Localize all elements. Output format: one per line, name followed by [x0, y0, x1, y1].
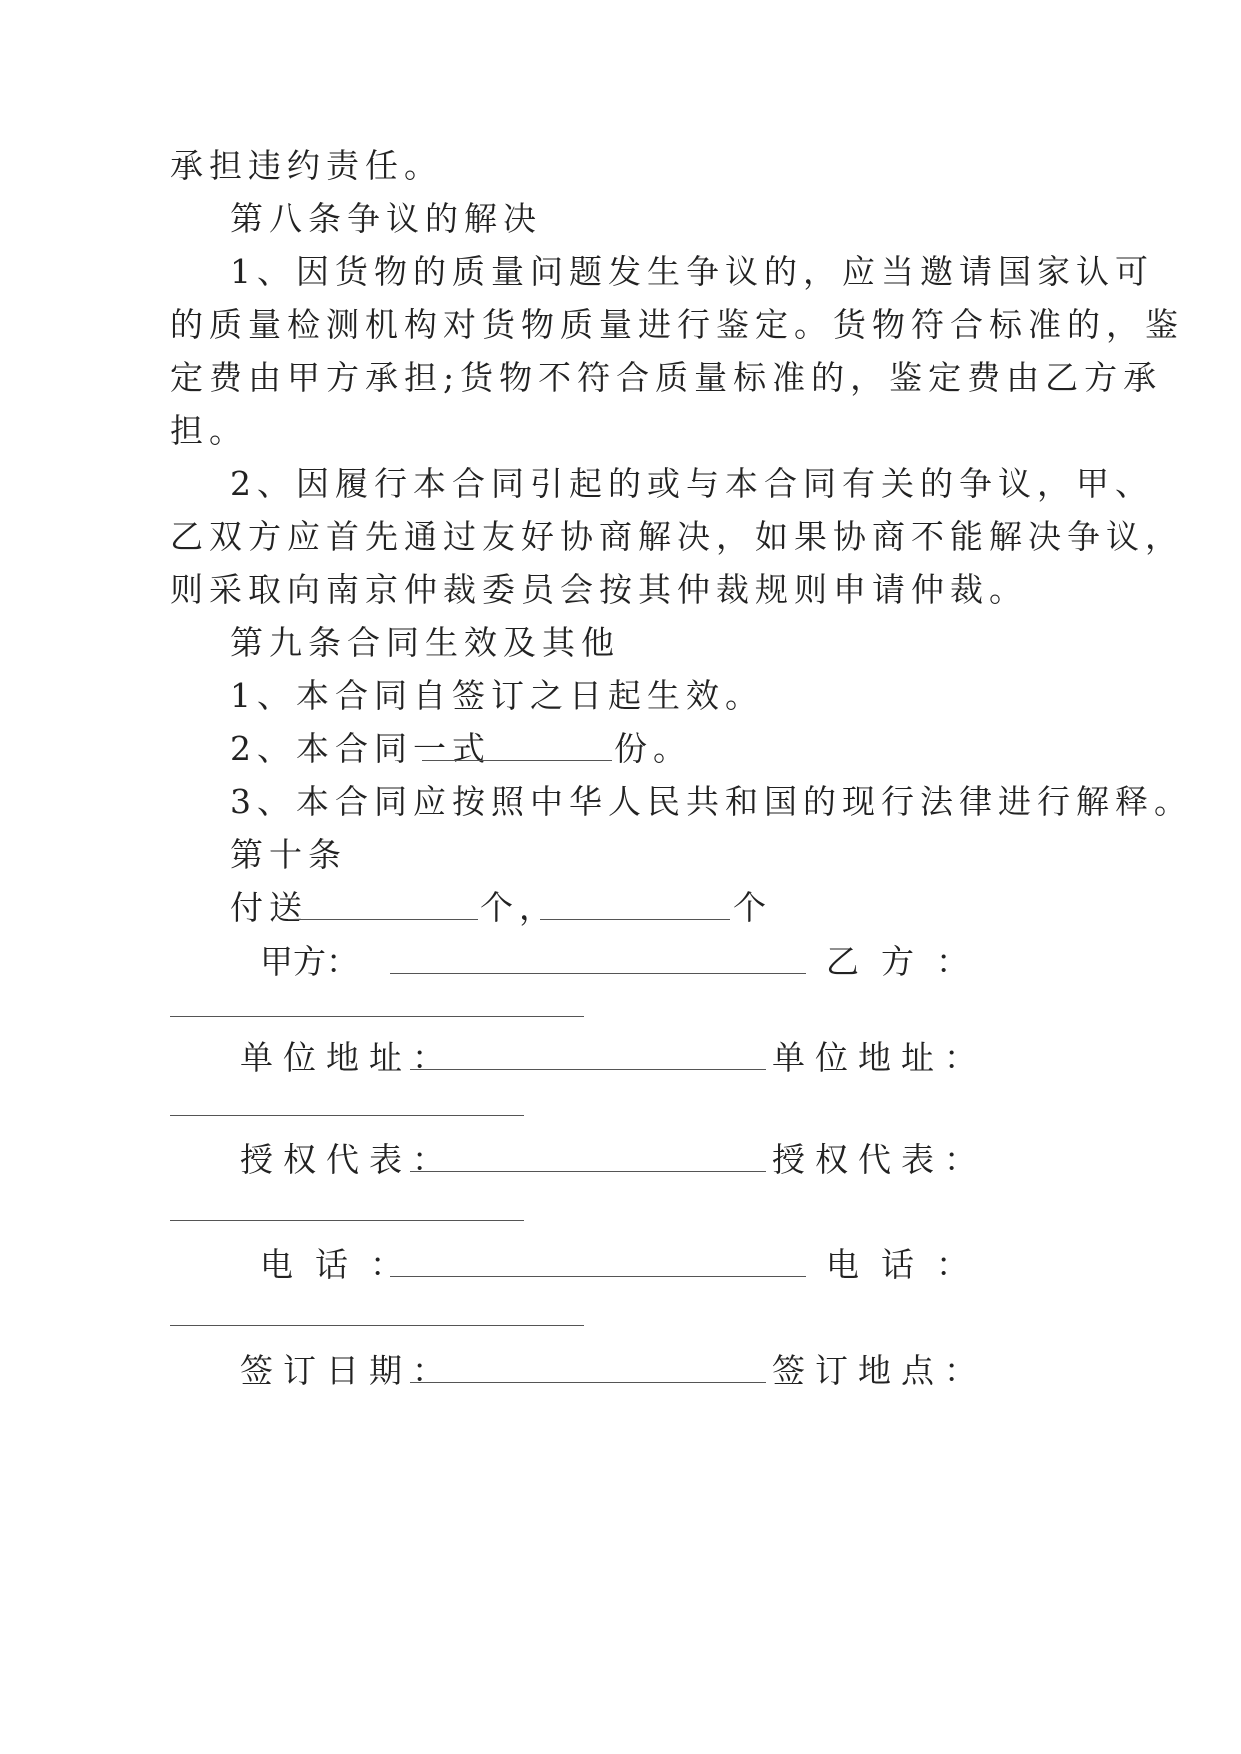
paragraph-line: 的质量检测机构对货物质量进行鉴定。货物符合标准的，鉴	[170, 305, 1184, 344]
section-heading: 第十条	[230, 835, 347, 874]
address-a-label: 单位地址：	[240, 1038, 455, 1077]
section-heading: 第八条争议的解决	[230, 199, 542, 238]
address-b-blank[interactable]	[170, 1115, 524, 1116]
attach-blank-2[interactable]	[540, 919, 730, 920]
paragraph-line: 担。	[170, 411, 248, 450]
copies-prefix: 2、本合同一式	[230, 729, 491, 768]
paragraph-line: 乙双方应首先通过友好协商解决，如果协商不能解决争议，	[170, 517, 1184, 556]
phone-b-label: 电话：	[826, 1245, 991, 1284]
date-label: 签订日期：	[240, 1351, 455, 1390]
phone-b-blank[interactable]	[170, 1325, 584, 1326]
phone-a-label: 电话：	[260, 1245, 425, 1284]
party-a-blank[interactable]	[390, 973, 806, 974]
paragraph-line: 1、本合同自签订之日起生效。	[230, 676, 764, 715]
party-a-label	[260, 942, 363, 982]
attach-end: 个	[733, 888, 772, 927]
paragraph-line: 定费由甲方承担;货物不符合质量标准的，鉴定费由乙方承	[170, 358, 1163, 397]
party-b-blank[interactable]	[170, 1016, 584, 1017]
rep-b-label: 授权代表：	[772, 1140, 987, 1179]
rep-a-label: 授权代表：	[240, 1140, 455, 1179]
copies-blank[interactable]	[422, 760, 612, 761]
address-b-label: 单位地址：	[772, 1038, 987, 1077]
attach-mid: 个，	[480, 888, 558, 927]
phone-a-blank[interactable]	[390, 1276, 806, 1277]
copies-suffix: 份。	[614, 729, 692, 768]
party-b-label: 乙方：	[826, 942, 991, 981]
party-a-text: 甲方：	[260, 942, 359, 981]
paragraph-line: 3、本合同应按照中华人民共和国的现行法律进行解释。	[230, 782, 1193, 821]
section-heading: 第九条合同生效及其他	[230, 623, 620, 662]
place-label: 签订地点：	[772, 1351, 987, 1390]
rep-b-blank[interactable]	[170, 1220, 524, 1221]
rep-a-blank[interactable]	[410, 1171, 766, 1172]
attach-label: 付送	[230, 888, 308, 927]
paragraph-line: 则采取向南京仲裁委员会按其仲裁规则申请仲裁。	[170, 570, 1028, 609]
paragraph-line: 1、因货物的质量问题发生争议的，应当邀请国家认可	[230, 252, 1154, 291]
attach-blank-1[interactable]	[288, 919, 478, 920]
paragraph-line: 承担违约责任。	[170, 146, 443, 185]
date-blank[interactable]	[410, 1382, 766, 1383]
paragraph-line: 2、因履行本合同引起的或与本合同有关的争议，甲、	[230, 464, 1154, 503]
address-a-blank[interactable]	[410, 1069, 766, 1070]
